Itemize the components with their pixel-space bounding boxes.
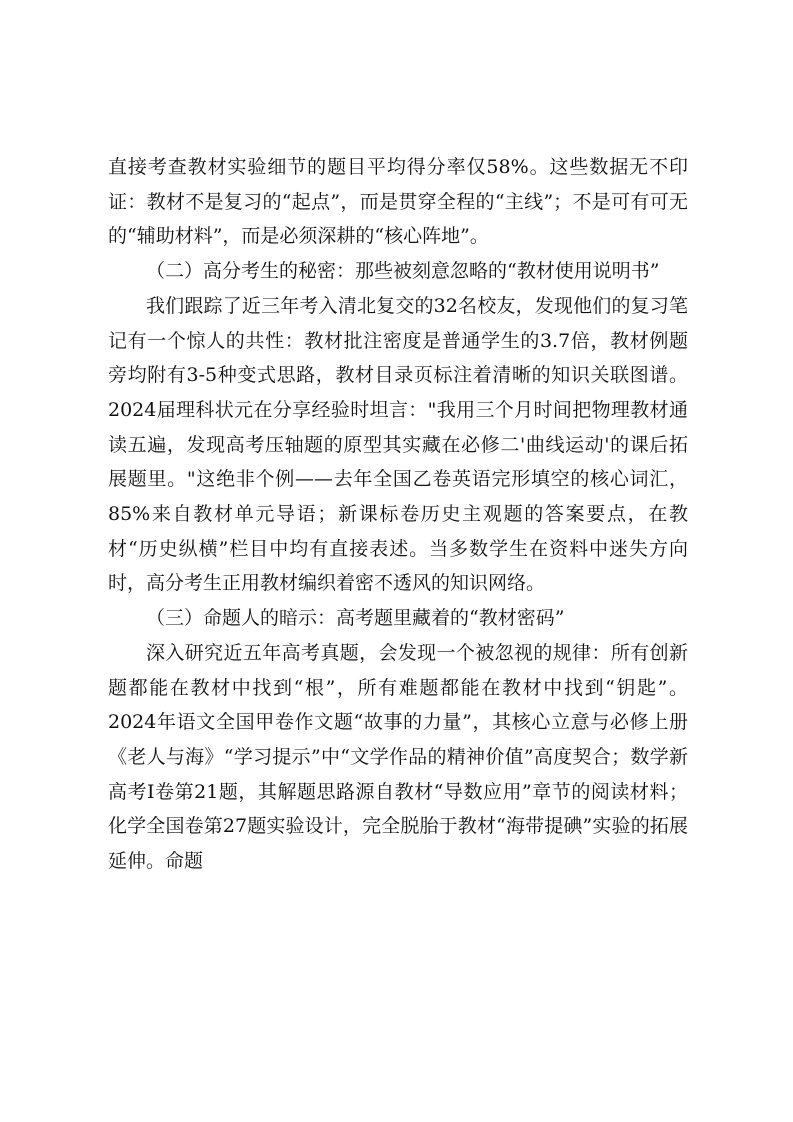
document-body (108, 150, 688, 879)
paragraph-exam-codes: 深入研究近五年高考真题，会发现一个被忽视的规律：所有创新题都能在教材中找到“根”，所有难题都能在教材中找到“钥匙”。2024年语文全国甲卷作文题“故事的力量”，其核心立意与必修上册《老人与海》“学习提示”中“文学作品的精神价值”高度契合；数学新高考Ⅰ卷第21题，其解题思路源自教材“导数应用”章节的阅读材料；化学全国卷第27题实验设计，完全脱胎于教材“海带提碘”实验的拓展延伸。命题 (108, 641, 688, 873)
paragraph-top-students: 我们跟踪了近三年考入清北复交的32名校友，发现他们的复习笔记有一个惊人的共性：教材批注密度是普通学生的3.7倍，教材例题旁均附有3-5种变式思路，教材目录页标注着清晰的知识关联图谱。2024届理科状元在分享经验时坦言："我用三个月时间把物理教材通读五遍，发现高考压轴题的原型其实藏在必修二'曲线运动'的课后拓展题里。"这绝非个例——去年全国乙卷英语完形填空的核心词汇，85%来自教材单元导语；新课标卷历史主观题的答案要点，在教材“历史纵横”栏目中均有直接表述。当多数学生在资料中迷失方向时，高分考生正用教材编织着密不透风的知识网络。 (108, 294, 688, 595)
paragraph-data-summary: 直接考查教材实验细节的题目平均得分率仅58%。这些数据无不印证：教材不是复习的“起点”，而是贯穿全程的“主线”；不是可有可无的“辅助材料”，而是必须深耕的“核心阵地”。 (108, 156, 688, 248)
section-heading-2: （二）高分考生的秘密：那些被刻意忽略的“教材使用说明书” (146, 260, 660, 283)
section-heading-3: （三）命题人的暗示：高考题里藏着的“教材密码” (146, 607, 565, 630)
